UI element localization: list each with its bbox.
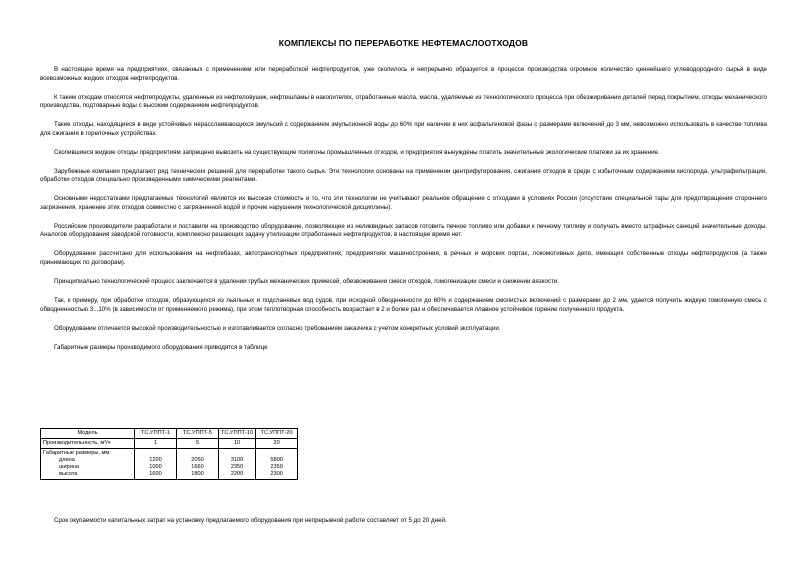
footer-note: Срок окупаемости капитальных затрат на установку предлагаемого оборудования при непрерывной работе составляет от 5 до 20 дней. [54,517,447,524]
dimensions-values [256,449,298,480]
productivity-value: 5 [177,439,219,449]
height-value: 2300 [270,471,283,477]
dimensions-label: Габаритные размеры, мм: [43,450,111,456]
table-row [41,449,298,480]
paragraph: Такие отходы, находящиеся в виде устойчивых нерасслаивающихся эмульсий с содержанием эмульсионной воды до 60% при наличии в них асфальтеновой фазы с размерами включений до 3 мм, невозможно использовать в качестве топлива для сжигания в горелочных устройствах. [40,121,767,137]
table-row [41,439,298,449]
model-name: ТС.УППТ-5 [177,429,219,439]
model-name: ТС.УППТ-10 [219,429,256,439]
width-value: 2350 [230,464,244,470]
paragraph: Так, к примеру, при обработке отходов, образующихся из льяльных и подсланевых вод судов, при исходной обводненности до 60% и содержанием смолистых включений с размерами до 2 мм, удается получить жидкую гомогенную смесь с обводненностью 3...10% (в зависимости от применяемого режима), при этом теплотворная способность возрастает в 2 и более раз и обеспечивается плавное устойчивое горение полученного продукта. [40,297,767,313]
productivity-label: Производительность, м³/ч [41,439,135,449]
model-header: Модель [41,429,135,439]
productivity-value: 1 [135,439,177,449]
paragraph: В настоящее время на предприятиях, связанных с применением или переработкой нефтепродуктов, уже скопилось и непрерывно образуется в процессе производства огромное количество ценнейшего углеводородного сырья в виде всевозможных жидких отходов нефтепродуктов. [40,66,767,82]
model-name: ТС.УППТ-20 [256,429,298,439]
document-title: КОМПЛЕКСЫ ПО ПЕРЕРАБОТКЕ НЕФТЕМАСЛООТХОДОВ [278,38,529,48]
width-value: 1000 [149,464,162,470]
length-value: 5800 [270,457,283,463]
paragraph: К таким отходам относятся нефтепродукты, удаленные из нефтеловушек, нефтешламы в накопителях, отработанные масла, масла, удаляемые из технологического процесса при обезжиривании деталей перед покрытием, отходы механического производства, подтоварные воды с высоким содержанием нефтепродуктов. [40,93,767,110]
productivity-value: 20 [256,439,298,449]
length-value: 3100 [230,457,244,463]
document-body [40,66,767,363]
length-value: 2050 [191,457,204,463]
model-name: ТС.УППТ-1 [135,429,177,439]
paragraph: Российские производители разработали и поставили на производство оборудование, позволяющее из неликвидных запасов готовить печное топливо или добавки к печному топливу и получать вместо штрафных санкций значительные доходы. Аналогов оборудования заводской готовности, комплексно решающих задачу утилизации отработанных нефтепродуктов, в настоящее время нет. [40,222,767,239]
length-value: 1200 [149,457,162,463]
paragraph: Габаритные размеры производимого оборудования приводятся в таблице [54,343,268,351]
dimensions-values [219,449,256,480]
dimensions-cell [41,449,135,480]
width-value: 2350 [270,464,283,470]
paragraph: Скопившиеся жидкие отходы предприятиям запрещено вывозить на существующие полигоны промышленных отходов, и предприятия вынуждены платить значительные экологические платежи за их хранение. [54,148,660,156]
dimensions-values [177,449,219,480]
paragraph: Зарубежные компании предлагают ряд технических решений для переработки такого сырья. Эти технологии основаны на применении центрифугирования, сжигания отходов в среде с избыточным содержанием кислорода, ультрафильтрации, обработки отходов специально произведенными химическими реагентами. [40,167,767,184]
height-label: высота [59,471,78,477]
height-value: 2200 [230,471,244,477]
width-value: 1660 [191,464,204,470]
dimensions-values [135,449,177,480]
dimensions-table [40,428,298,480]
paragraph: Принципиально технологический процесс заключается в удалении грубых механических примесей, обезвоживании смеси отходов, гомогенизации смеси и снижении вязкости. [54,278,559,286]
paragraph: Оборудование отличается высокой производительностью и изготавливается согласно требованиям заказчика с учетом конкретных условий эксплуатации. [54,324,501,332]
paragraph: Оборудование рассчитано для использования на нефтебазах, автотранспортных предприятиях, предприятиях машиностроения, в речных и морских портах, локомотивных депо, имеющих собственные отходы нефтепродуктов (а также принимающих по договорам). [40,250,767,267]
height-value: 1800 [191,471,204,477]
width-label: ширина [59,464,80,470]
height-value: 1600 [149,471,162,477]
table-header-row [41,429,298,439]
paragraph: Основными недостатками предлагаемых технологий является их высокая стоимость и то, что эти технологии не учитывают реальное обращение с отходами в условиях России (отсутствие специальной тары для предотвращения стороннего загрязнения, хранение этих отходов совместно с загрязненной водой и прочие нарушения технологической дисциплины). [40,195,767,211]
length-label: длина [59,457,75,463]
productivity-value: 10 [219,439,256,449]
